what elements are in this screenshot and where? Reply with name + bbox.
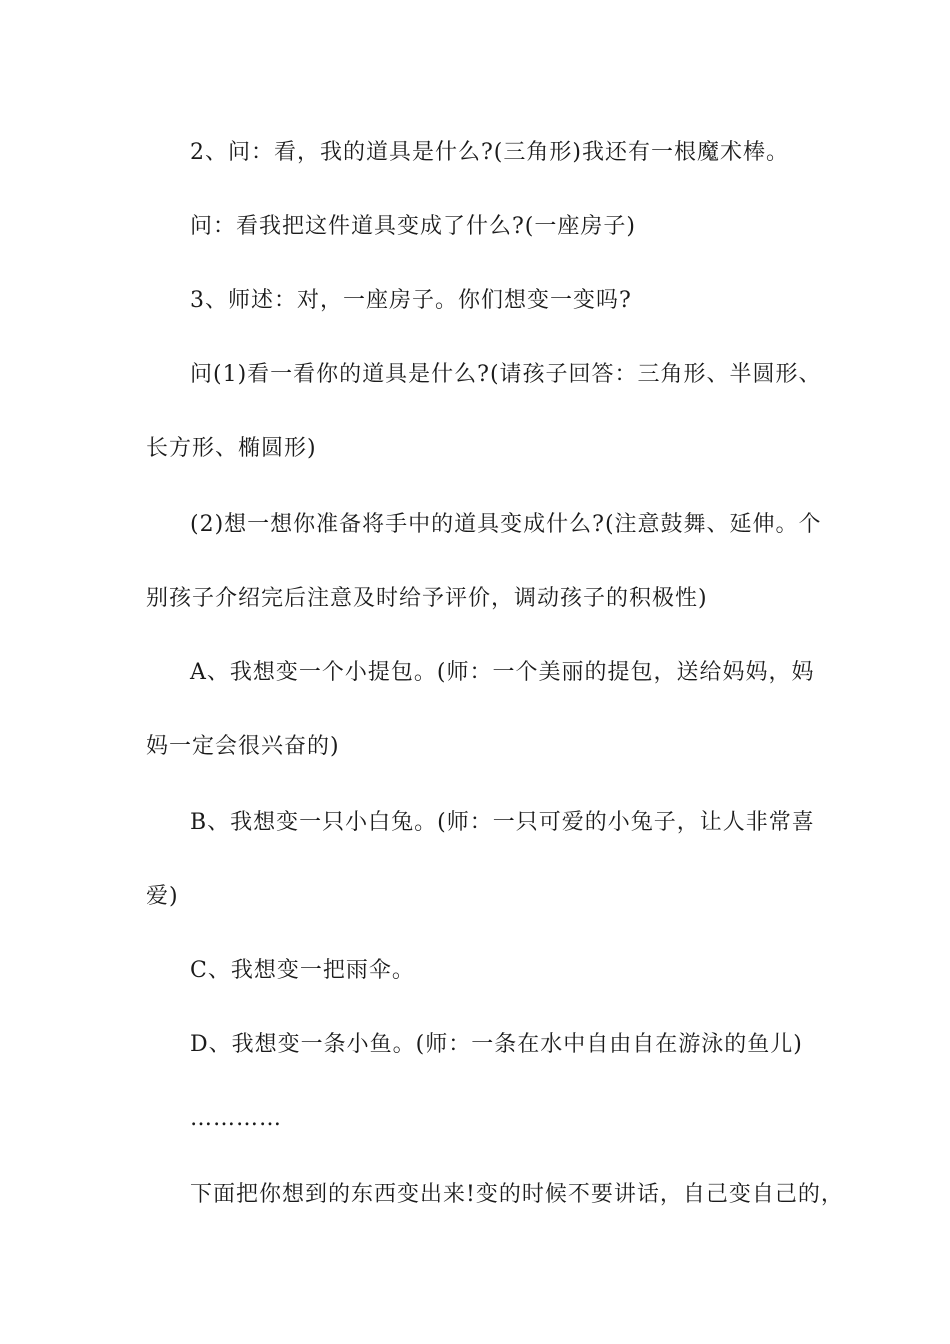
paragraph-line: 长方形、椭圆形) (146, 436, 317, 461)
paragraph-line: 问(1)看一看你的道具是什么?(请孩子回答：三角形、半圆形、 (190, 362, 822, 387)
paragraph-line: 问：看我把这件道具变成了什么?(一座房子) (190, 214, 636, 239)
paragraph-line: B、我想变一只小白兔。(师：一只可爱的小兔子，让人非常喜 (190, 810, 815, 835)
paragraph-line: 下面把你想到的东西变出来!变的时候不要讲话，自己变自己的， (190, 1182, 844, 1207)
paragraph-line: (2)想一想你准备将手中的道具变成什么?(注意鼓舞、延伸。个 (190, 512, 822, 537)
paragraph-line: A、我想变一个小提包。(师：一个美丽的提包，送给妈妈，妈 (190, 660, 815, 685)
paragraph-line: 妈一定会很兴奋的) (146, 734, 340, 759)
paragraph-line: 别孩子介绍完后注意及时给予评价，调动孩子的积极性) (146, 586, 708, 611)
paragraph-line: 2、问：看，我的道具是什么?(三角形)我还有一根魔术棒。 (190, 140, 789, 165)
paragraph-line: C、我想变一把雨伞。 (190, 958, 415, 983)
ellipsis-line: ………… (190, 1106, 282, 1131)
paragraph-line: 3、师述：对，一座房子。你们想变一变吗? (190, 288, 632, 313)
paragraph-line: D、我想变一条小鱼。(师：一条在水中自由自在游泳的鱼儿) (190, 1032, 803, 1057)
paragraph-line: 爱) (146, 884, 179, 909)
